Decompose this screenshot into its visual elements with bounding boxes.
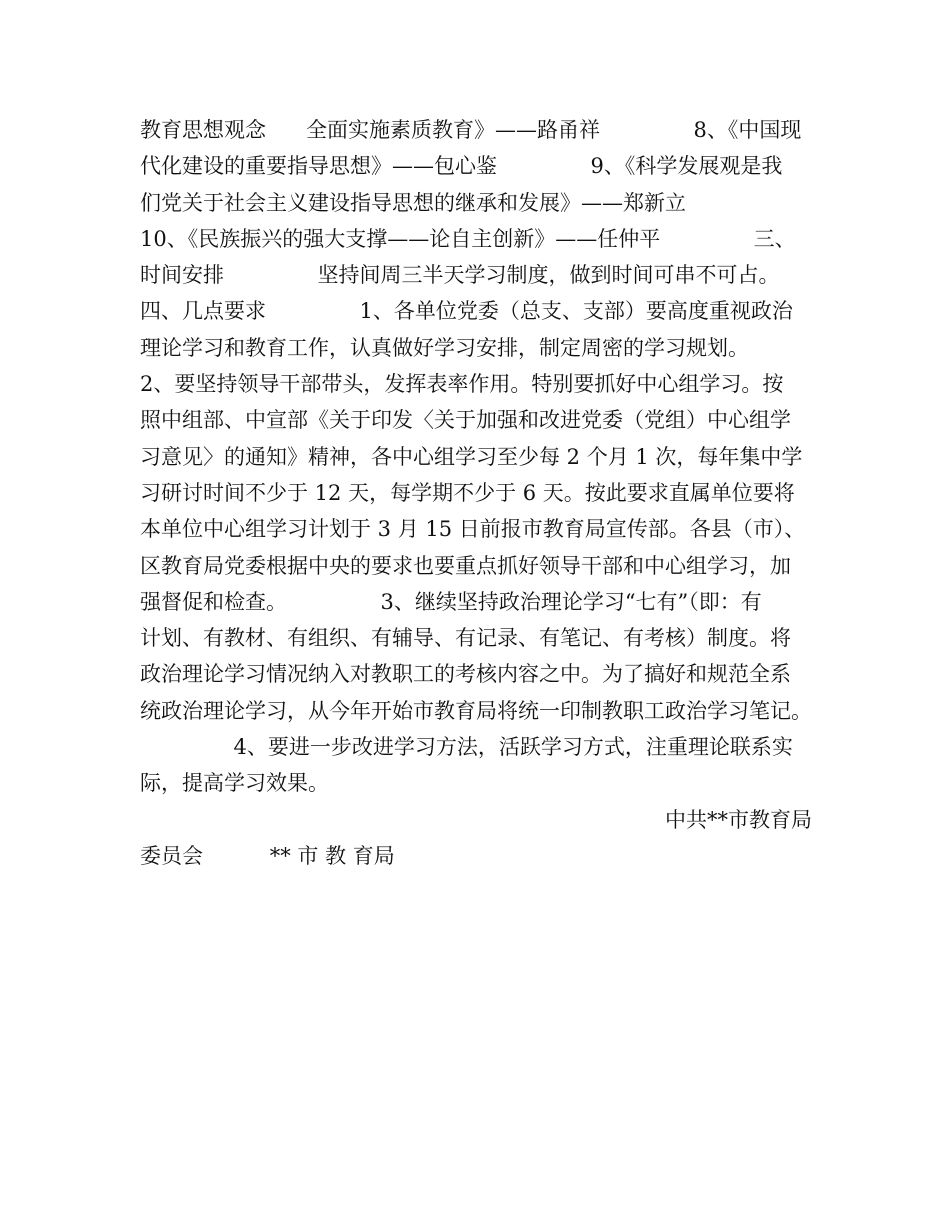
text-line: 教育思想观念 全面实施素质教育》——路甬祥 8、《中国现 bbox=[140, 118, 802, 142]
text-line: 代化建设的重要指导思想》——包心鉴 9、《科学发展观是我 bbox=[140, 154, 783, 179]
text-line: 本单位中心组学习计划于 3 月 15 日前报市教育局宣传部。各县（市）、 bbox=[140, 517, 806, 542]
text-line: 区教育局党委根据中央的要求也要重点抓好领导干部和中心组学习，加 bbox=[140, 553, 791, 578]
text-line: 习研讨时间不少于 12 天，每学期不少于 6 天。按此要求直属单位要将 bbox=[140, 480, 795, 505]
text-line: 四、几点要求 1、各单位党委（总支、支部）要高度重视政治 bbox=[140, 299, 793, 324]
closing-line: 委员会 ** 市 教 育局 bbox=[140, 843, 395, 868]
document-body bbox=[140, 112, 812, 874]
text-line: 2、要坚持领导干部带头，发挥表率作用。特别要抓好中心组学习。按 bbox=[140, 372, 784, 397]
text-line: 理论学习和教育工作，认真做好学习安排，制定周密的学习规划。 bbox=[140, 335, 749, 360]
text-line: 强督促和检查。 3、继续坚持政治理论学习“七有”（即：有 bbox=[140, 589, 762, 614]
text-line: 计划、有教材、有组织、有辅导、有记录、有笔记、有考核）制度。将 bbox=[140, 626, 791, 651]
text-line: 际，提高学习效果。 bbox=[140, 771, 329, 796]
text-line: 统政治理论学习，从今年开始市教育局将统一印制教职工政治学习笔记。 bbox=[140, 698, 812, 723]
text-line: 们党关于社会主义建设指导思想的继承和发展》——郑新立 bbox=[140, 190, 686, 215]
signature-line: 中共**市教育局 bbox=[665, 807, 812, 832]
text-line: 政治理论学习情况纳入对教职工的考核内容之中。为了搞好和规范全系 bbox=[140, 662, 791, 687]
text-line: 时间安排 坚持间周三半天学习制度，做到时间可串不可占。 bbox=[140, 263, 780, 288]
text-line: 10、《民族振兴的强大支撑——论自主创新》——任仲平 三、 bbox=[140, 226, 796, 251]
text-line: 4、要进一步改进学习方法，活跃学习方式，注重理论联系实 bbox=[140, 735, 793, 760]
text-line: 照中组部、中宣部《关于印发〈关于加强和改进党委（党组）中心组学 bbox=[140, 408, 791, 433]
text-line: 习意见〉的通知》精神，各中心组学习至少每 2 个月 1 次，每年集中学 bbox=[140, 444, 803, 469]
